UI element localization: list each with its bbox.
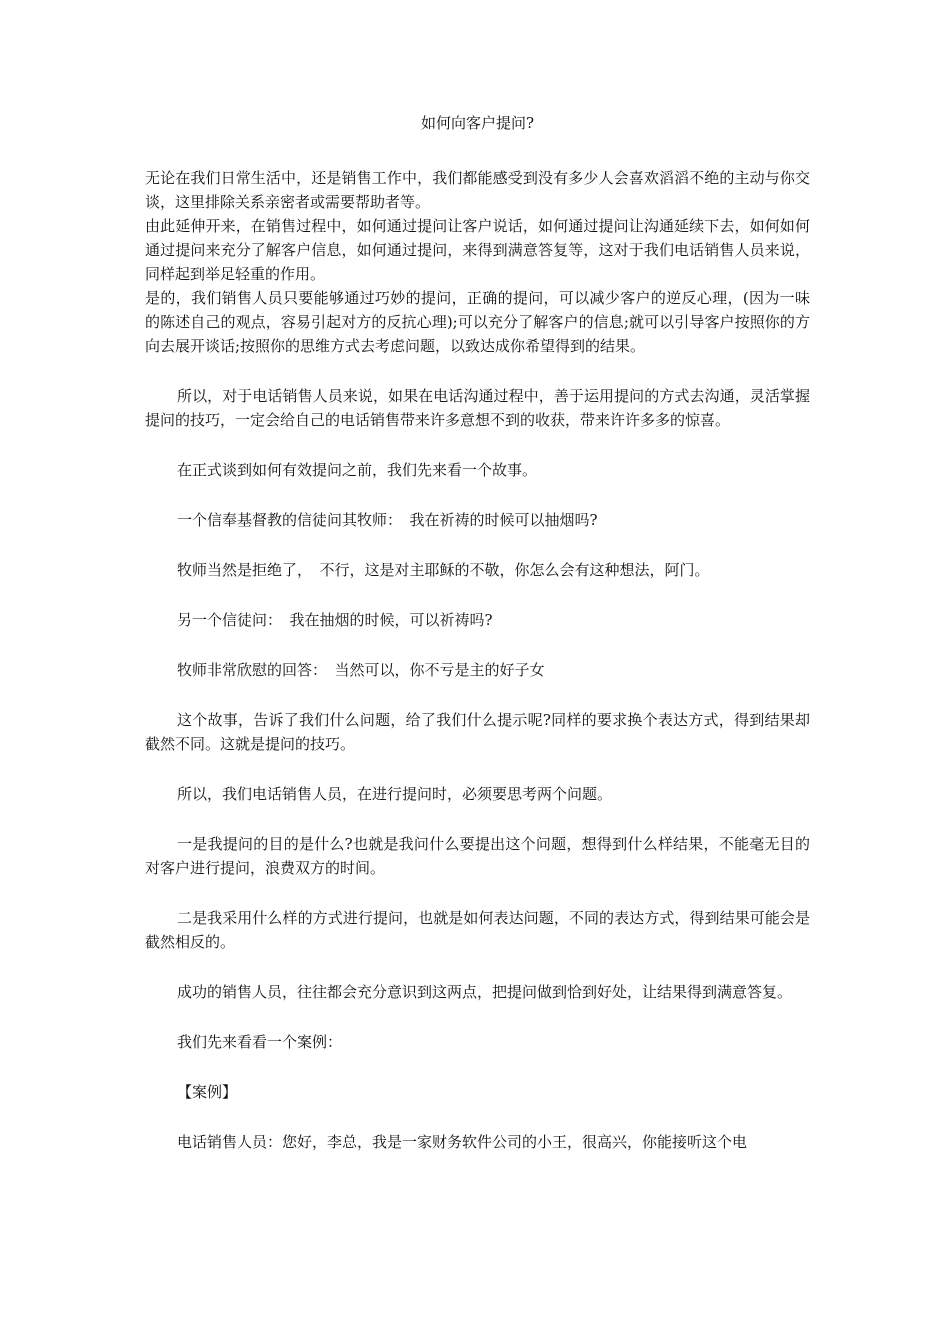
paragraph-13: 二是我采用什么样的方式进行提问，也就是如何表达问题，不同的表达方式，得到结果可能会是截然相反的。 [145,909,810,951]
paragraph-15: 我们先来看看一个案例： [177,1033,343,1051]
paragraph-5: 在正式谈到如何有效提问之前，我们先来看一个故事。 [177,461,538,479]
paragraph-10: 这个故事，告诉了我们什么问题，给了我们什么提示呢?同样的要求换个表达方式，得到结果却截然不同。这就是提问的技巧。 [145,711,810,753]
paragraph-4: 所以，对于电话销售人员来说，如果在电话沟通过程中，善于运用提问的方式去沟通，灵活掌握提问的技巧，一定会给自己的电话销售带来许多意想不到的收获，带来许许多多的惊喜。 [145,387,810,429]
case-heading: 【案例】 [177,1083,238,1101]
paragraph-2: 由此延伸开来，在销售过程中，如何通过提问让客户说话，如何通过提问让沟通延续下去，如何如何通过提问来充分了解客户信息，如何通过提问，来得到满意答复等，这对于我们电话销售人员来说，同样起到举足轻重的作用。 [145,217,810,283]
paragraph-9: 牧师非常欣慰的回答： 当然可以，你不亏是主的好子女 [177,661,545,679]
document-page [145,112,810,1154]
paragraph-11: 所以，我们电话销售人员，在进行提问时，必须要思考两个问题。 [177,785,613,803]
paragraph-12: 一是我提问的目的是什么?也就是我问什么要提出这个问题，想得到什么样结果，不能毫无目的对客户进行提问，浪费双方的时间。 [145,835,810,877]
document-title: 如何向客户提问? [420,114,535,132]
paragraph-8: 另一个信徒问： 我在抽烟的时候，可以祈祷吗? [177,611,493,629]
paragraph-14: 成功的销售人员，往往都会充分意识到这两点，把提问做到恰到好处，让结果得到满意答复。 [177,983,793,1001]
intro-block [145,166,810,358]
paragraph-3: 是的，我们销售人员只要能够通过巧妙的提问，正确的提问，可以减少客户的逆反心理，(因为一味的陈述自己的观点，容易引起对方的反抗心理);可以充分了解客户的信息;就可以引导客户按照你的方向去展开谈话;按照你的思维方式去考虑问题，以致达成你希望得到的结果。 [145,289,810,355]
paragraph-1: 无论在我们日常生活中，还是销售工作中，我们都能感受到没有多少人会喜欢滔滔不绝的主动与你交谈，这里排除关系亲密者或需要帮助者等。 [145,169,810,211]
paragraph-6: 一个信奉基督教的信徒问其牧师： 我在祈祷的时候可以抽烟吗? [177,511,598,529]
paragraph-17: 电话销售人员：您好，李总，我是一家财务软件公司的小王，很高兴，你能接听这个电 [177,1133,748,1151]
paragraph-7: 牧师当然是拒绝了， 不行，这是对主耶稣的不敬，你怎么会有这种想法，阿门。 [177,561,710,579]
